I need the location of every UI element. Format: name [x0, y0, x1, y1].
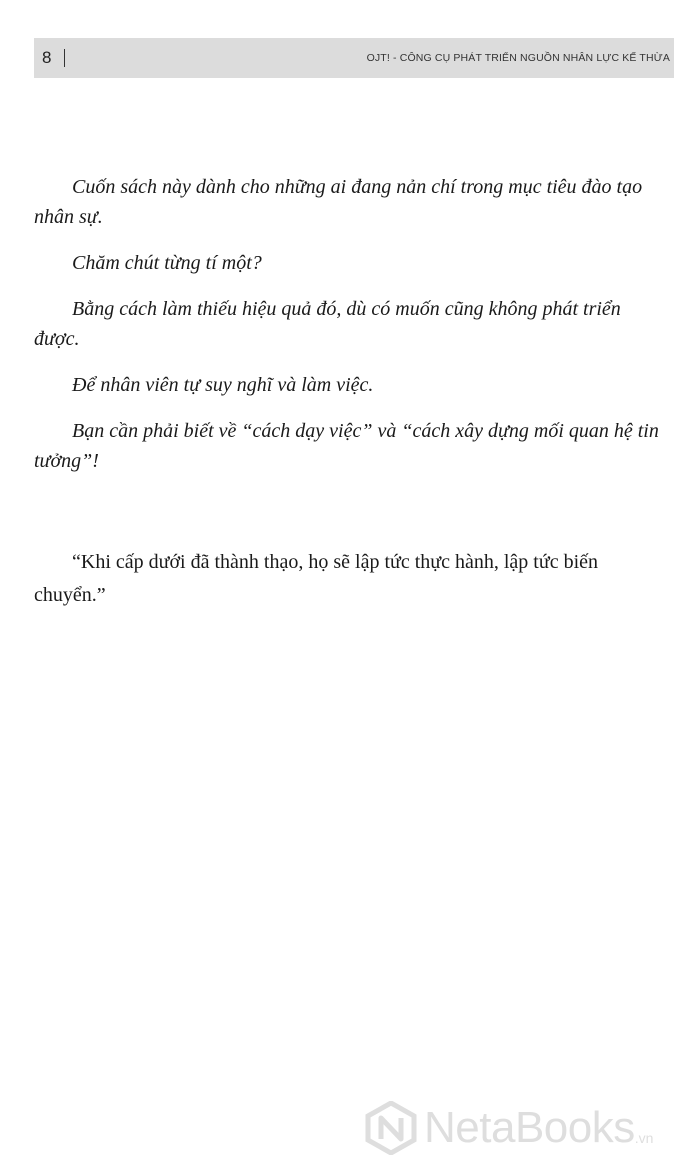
blurb-paragraph: Bằng cách làm thiếu hiệu quả đó, dù có muốn cũng không phát triển được.: [34, 298, 621, 350]
page-number: 8: [42, 48, 52, 67]
running-title: OJT! - CÔNG CỤ PHÁT TRIỂN NGUỒN NHÂN LỰC KẾ THỪA: [366, 52, 670, 64]
watermark: [364, 1098, 653, 1158]
blurb-paragraph: Bạn cần phải biết về “cách dạy việc” và “cách xây dựng mối quan hệ tin tưởng”!: [34, 420, 659, 472]
watermark-text: NetaBooks: [424, 1103, 635, 1152]
blurb-paragraph: Chăm chút từng tí một?: [72, 252, 262, 274]
running-header: [34, 38, 674, 78]
netabooks-logo-icon: [364, 1101, 418, 1155]
blurb-paragraph: Để nhân viên tự suy nghĩ và làm việc.: [72, 374, 374, 396]
blurb-paragraph: Cuốn sách này dành cho những ai đang nản chí trong mục tiêu đào tạo nhân sự.: [34, 176, 643, 228]
header-divider: [64, 49, 65, 67]
watermark-suffix: .vn: [634, 1130, 654, 1146]
blurb-section: [34, 172, 668, 492]
pull-quote: “Khi cấp dưới đã thành thạo, họ sẽ lập tức thực hành, lập tức biến chuyển.”: [34, 551, 599, 606]
